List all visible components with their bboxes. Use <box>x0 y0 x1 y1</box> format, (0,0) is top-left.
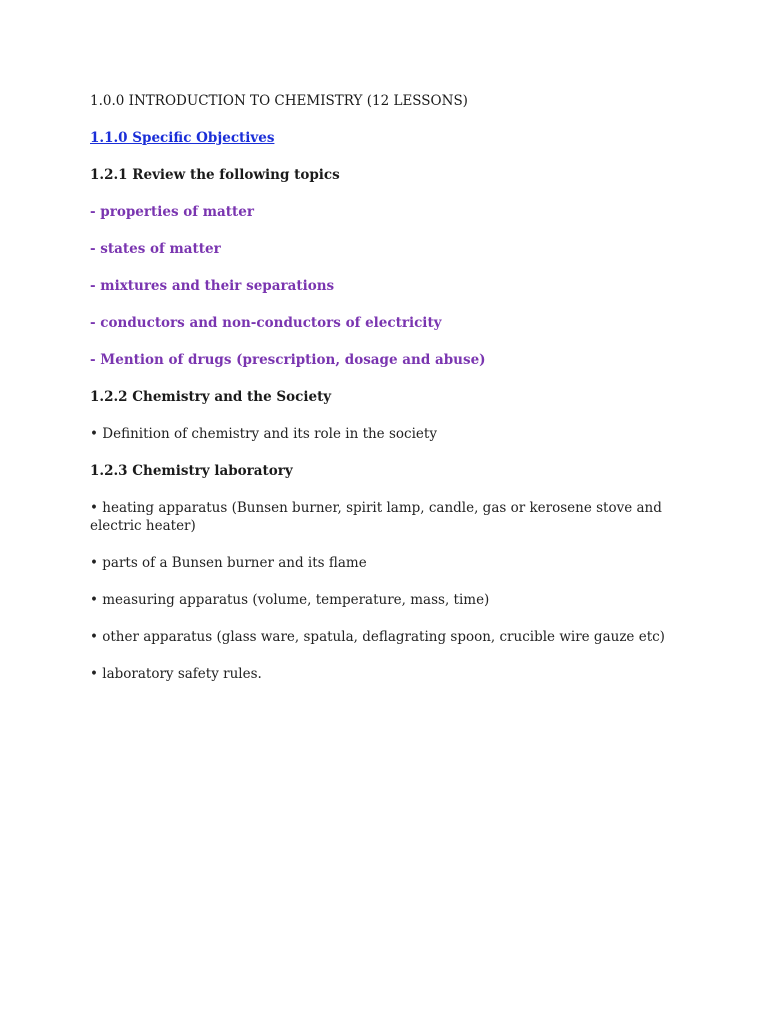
bullet-item: • Definition of chemistry and its role in the society <box>90 426 437 442</box>
bullet-item: • parts of a Bunsen burner and its flame <box>90 555 367 571</box>
section-1-2-2-heading: 1.2.2 Chemistry and the Society <box>90 389 332 405</box>
specific-objectives-link-text[interactable]: 1.1.0 Specific Objectives <box>90 130 275 146</box>
topic-item: - properties of matter <box>90 204 254 220</box>
bullet-item: • heating apparatus (Bunsen burner, spirit lamp, candle, gas or kerosene stove and electric heater) <box>90 500 662 534</box>
bullet-item: • other apparatus (glass ware, spatula, deflagrating spoon, crucible wire gauze etc) <box>90 629 665 645</box>
document-page <box>90 92 690 683</box>
specific-objectives-link[interactable] <box>90 129 690 147</box>
topic-item: - conductors and non-conductors of electricity <box>90 315 442 331</box>
bullet-item: • measuring apparatus (volume, temperature, mass, time) <box>90 592 490 608</box>
bullet-item: • laboratory safety rules. <box>90 666 262 682</box>
topic-item: - Mention of drugs (prescription, dosage and abuse) <box>90 352 486 368</box>
section-1-2-3-heading: 1.2.3 Chemistry laboratory <box>90 463 293 479</box>
section-1-2-1-heading: 1.2.1 Review the following topics <box>90 167 340 183</box>
document-title: 1.0.0 INTRODUCTION TO CHEMISTRY (12 LESSONS) <box>90 93 468 109</box>
topic-item: - states of matter <box>90 241 221 257</box>
topic-item: - mixtures and their separations <box>90 278 335 294</box>
